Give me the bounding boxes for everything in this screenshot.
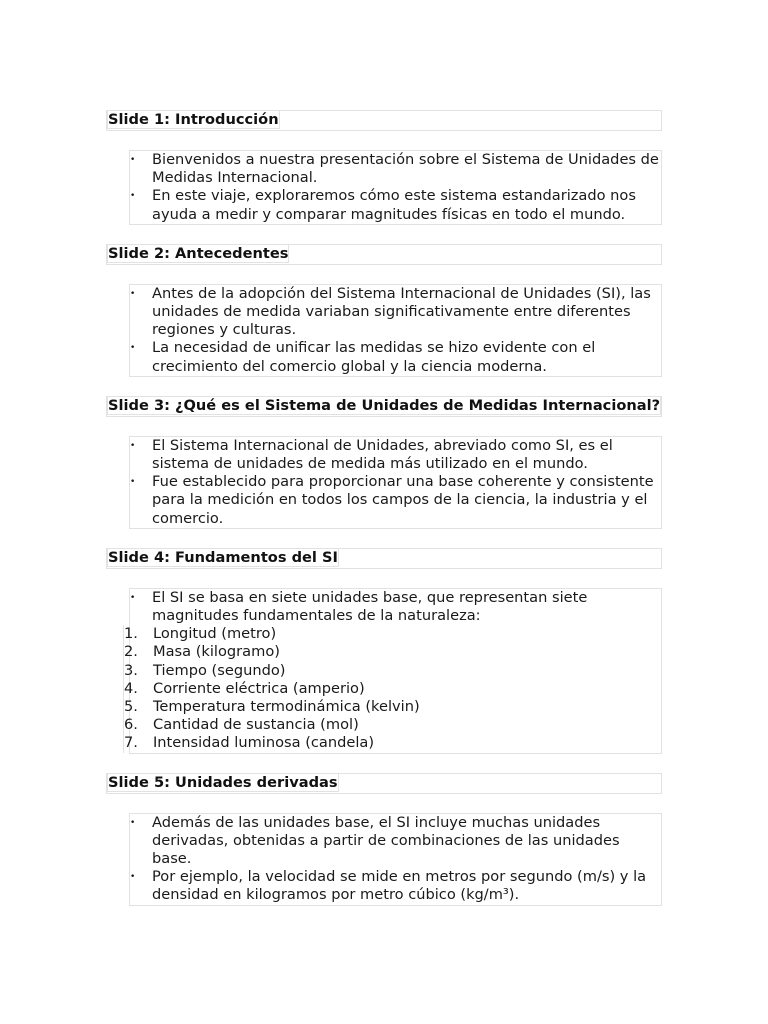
bullet-item: • El SI se basa en siete unidades base, que representan siete magnitudes fundamentales de la naturaleza: — [130, 589, 661, 625]
numbered-item — [124, 662, 661, 680]
item-text: Longitud (metro) — [153, 625, 277, 643]
slide-2-bullet-list — [130, 285, 661, 376]
slide-5-heading — [106, 773, 662, 794]
slide-1-heading — [106, 110, 662, 131]
item-number: 4. — [124, 679, 138, 697]
bullet-item: • En este viaje, exploraremos cómo este sistema estandarizado nos ayuda a medir y comparar magnitudes físicas en todo el mundo. — [130, 187, 661, 223]
bullet-item: • Fue establecido para proporcionar una base coherente y consistente para la medición en todos los campos de la ciencia, la industria y el comercio. — [130, 473, 661, 528]
slide-4-heading-text: Slide 4: Fundamentos del SI — [108, 548, 338, 566]
slide-1-bullet-list — [130, 151, 661, 224]
bullet-item: • El Sistema Internacional de Unidades, abreviado como SI, es el sistema de unidades de medida más utilizado en el mundo. — [130, 437, 661, 473]
numbered-item — [124, 680, 661, 698]
slide-3-heading — [106, 396, 662, 417]
item-text: Cantidad de sustancia (mol) — [153, 716, 359, 734]
slide-5-bullet-list — [130, 814, 661, 905]
slide-4-heading — [106, 548, 662, 569]
slide-1-content — [129, 150, 662, 225]
numbered-item — [124, 698, 661, 716]
slide-2-heading — [106, 244, 662, 265]
item-text: Corriente eléctrica (amperio) — [153, 679, 365, 697]
slide-3-bullet-list — [130, 437, 661, 528]
slide-1-heading-text: Slide 1: Introducción — [108, 111, 279, 128]
numbered-item — [124, 734, 661, 752]
numbered-item — [124, 625, 661, 643]
item-number: 6. — [124, 716, 138, 734]
item-text: Intensidad luminosa (candela) — [153, 734, 375, 752]
bullet-item: • Antes de la adopción del Sistema Internacional de Unidades (SI), las unidades de medida variaban significativamente entre diferentes regiones y culturas. — [130, 285, 661, 340]
document-page — [106, 110, 662, 925]
item-number: 2. — [124, 643, 138, 661]
slide-5-heading-text: Slide 5: Unidades derivadas — [108, 773, 338, 791]
bullet-item: • Por ejemplo, la velocidad se mide en metros por segundo (m/s) y la densidad en kilogramos por metro cúbico (kg/m³). — [130, 868, 661, 904]
slide-3-content — [129, 436, 662, 529]
base-units-list — [123, 625, 661, 752]
slide-2-heading-text: Slide 2: Antecedentes — [108, 244, 289, 262]
bullet-item: • Además de las unidades base, el SI incluye muchas unidades derivadas, obtenidas a partir de combinaciones de las unidades base. — [130, 814, 661, 869]
slide-4-bullet-list — [130, 589, 661, 625]
item-text: Tiempo (segundo) — [153, 661, 286, 679]
item-number: 3. — [124, 661, 138, 679]
slide-4-content — [124, 588, 662, 754]
item-number: 7. — [124, 734, 138, 752]
slide-5-content — [129, 813, 662, 906]
numbered-item — [124, 643, 661, 661]
item-number: 1. — [124, 625, 138, 643]
item-number: 5. — [124, 698, 138, 716]
numbered-item — [124, 716, 661, 734]
bullet-item: • Bienvenidos a nuestra presentación sobre el Sistema de Unidades de Medidas Internacional. — [130, 151, 661, 187]
bullet-item: • La necesidad de unificar las medidas se hizo evidente con el crecimiento del comercio global y la ciencia moderna. — [130, 339, 661, 375]
slide-2-content — [129, 284, 662, 377]
item-text: Temperatura termodinámica (kelvin) — [153, 698, 420, 716]
slide-3-heading-text: Slide 3: ¿Qué es el Sistema de Unidades de Medidas Internacional? — [108, 396, 661, 414]
item-text: Masa (kilogramo) — [153, 643, 280, 661]
